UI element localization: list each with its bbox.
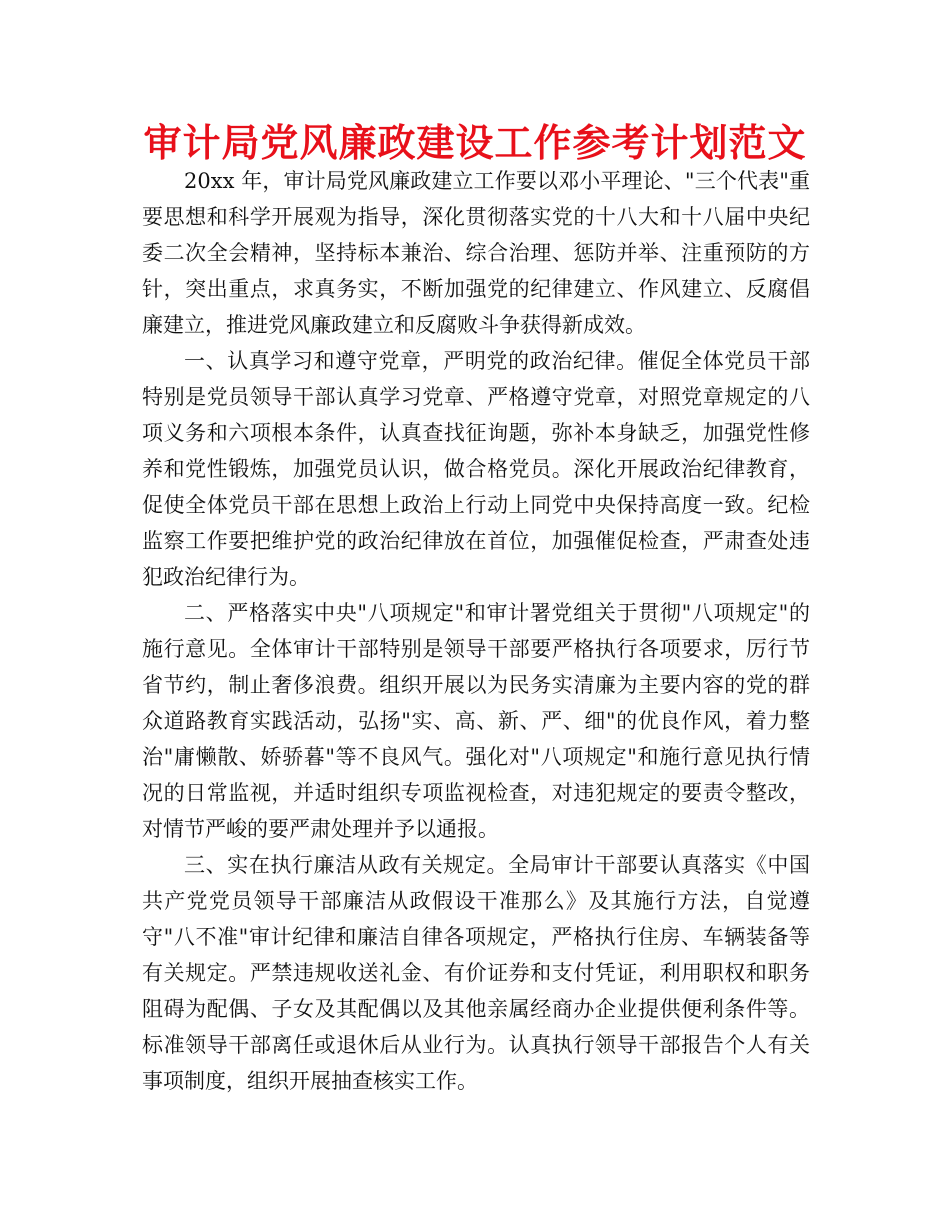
document-title: 审计局党风廉政建设工作参考计划范文 (143, 121, 807, 165)
paragraph-intro: 20xx 年，审计局党风廉政建立工作要以邓小平理论、"三个代表"重要思想和科学开展观为指导，深化贯彻落实党的十八大和十八届中央纪委二次全会精神，坚持标本兼治、综合治理、惩防并举、注重预防的方针，突出重点，求真务实，不断加强党的纪律建立、作风建立、反腐倡廉建立，推进党风廉政建立和反腐败斗争获得新成效。 (142, 169, 810, 337)
paragraph-section-2: 二、严格落实中央"八项规定"和审计署党组关于贯彻"八项规定"的施行意见。全体审计干部特别是领导干部要严格执行各项要求，厉行节省节约，制止奢侈浪费。组织开展以为民务实清廉为主要内容的党的群众道路教育实践活动，弘扬"实、高、新、严、细"的优良作风，着力整治"庸懒散、娇骄暮"等不良风气。强化对"八项规定"和施行意见执行情况的日常监视，并适时组织专项监视检查，对违犯规定的要责令整改，对情节严峻的要严肃处理并予以通报。 (142, 601, 810, 841)
paragraph-section-1: 一、认真学习和遵守党章，严明党的政治纪律。催促全体党员干部特别是党员领导干部认真学习党章、严格遵守党章，对照党章规定的八项义务和六项根本条件，认真查找征询题，弥补本身缺乏，加强党性修养和党性锻炼，加强党员认识，做合格党员。深化开展政治纪律教育，促使全体党员干部在思想上政治上行动上同党中央保持高度一致。纪检监察工作要把维护党的政治纪律放在首位，加强催促检查，严肃查处违犯政治纪律行为。 (142, 349, 810, 589)
document-body (142, 163, 810, 1099)
paragraph-section-3: 三、实在执行廉洁从政有关规定。全局审计干部要认真落实《中国共产党党员领导干部廉洁从政假设干准那么》及其施行方法，自觉遵守"八不准"审计纪律和廉洁自律各项规定，严格执行住房、车辆装备等有关规定。严禁违规收送礼金、有价证券和支付凭证，利用职权和职务阻碍为配偶、子女及其配偶以及其他亲属经商办企业提供便利条件等。标准领导干部离任或退休后从业行为。认真执行领导干部报告个人有关事项制度，组织开展抽查核实工作。 (142, 853, 810, 1093)
